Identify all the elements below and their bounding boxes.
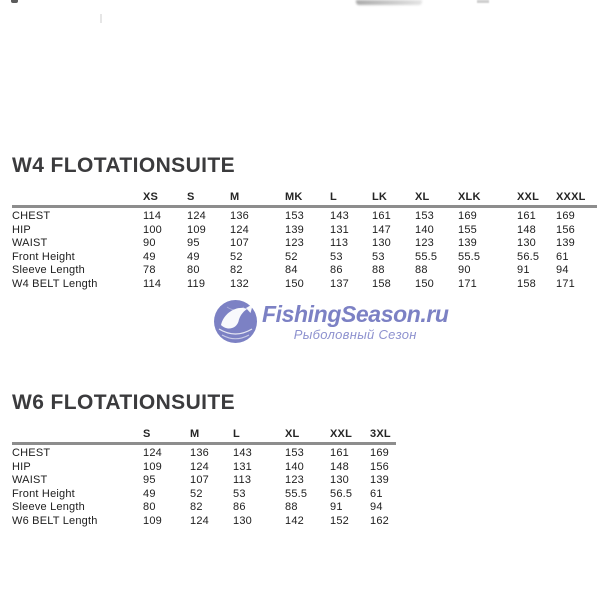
size-value-cell: 80 [143,501,156,514]
size-value-cell: 88 [285,501,298,514]
size-value-cell: 53 [330,250,343,263]
size-value-cell: 124 [230,223,249,236]
size-value-cell: 95 [143,474,156,487]
size-value-cell: 56.5 [330,487,353,500]
header-row [12,190,597,207]
size-value-cell: 152 [330,514,349,527]
size-value-cell: 124 [190,460,209,473]
size-value-cell: 49 [187,250,200,263]
size-value-cell: 162 [370,514,389,527]
size-value-cell: 55.5 [458,250,481,263]
size-value-cell: 78 [143,264,156,277]
size-value-cell: 49 [143,487,156,500]
table-row [12,501,396,515]
size-value-cell: 169 [556,210,575,222]
header-row [12,427,396,444]
size-value-cell: 143 [233,447,252,459]
size-value-cell: 136 [230,210,249,222]
row-label: CHEST [12,210,51,222]
row-label: CHEST [12,447,51,459]
column-header-xxl: XXL [517,190,556,207]
size-value-cell: 156 [556,223,575,236]
size-value-cell: 53 [372,250,385,263]
size-value-cell: 155 [458,223,477,236]
size-value-cell: 130 [517,237,536,250]
table-row [12,488,396,502]
size-value-cell: 153 [415,210,434,222]
fish-globe-icon [213,299,258,344]
size-value-cell: 150 [415,277,434,290]
size-value-cell: 123 [285,474,304,487]
size-value-cell: 52 [190,487,203,500]
table-row [12,515,396,529]
size-value-cell: 119 [187,277,206,290]
size-value-cell: 171 [458,277,477,290]
w6-title: W6 FLOTATIONSUITE [12,391,236,414]
size-value-cell: 171 [556,277,575,290]
row-label: Sleeve Length [12,501,85,514]
size-value-cell: 137 [330,277,349,290]
column-header-m: M [190,427,233,444]
row-label: HIP [12,223,31,236]
column-header-s: S [143,427,190,444]
size-value-cell: 113 [233,474,252,487]
size-value-cell: 90 [143,237,156,250]
w4-title: W4 FLOTATIONSUITE [12,154,236,177]
size-value-cell: 143 [330,210,349,222]
header-spacer [12,427,143,444]
size-value-cell: 156 [370,460,389,473]
w4-size-table [12,190,597,292]
w4-section [12,155,597,292]
size-value-cell: 124 [190,514,209,527]
column-header-s: S [187,190,230,207]
size-value-cell: 49 [143,250,156,263]
size-value-cell: 91 [330,501,343,514]
size-value-cell: 123 [285,237,304,250]
size-value-cell: 109 [143,514,162,527]
size-value-cell: 136 [190,447,209,459]
size-value-cell: 153 [285,447,304,459]
row-label: Sleeve Length [12,264,85,277]
column-header-xlk: XLK [458,190,517,207]
size-value-cell: 150 [285,277,304,290]
size-value-cell: 132 [230,277,249,290]
size-value-cell: 147 [372,223,391,236]
size-value-cell: 55.5 [415,250,438,263]
size-value-cell: 130 [330,474,349,487]
size-value-cell: 140 [285,460,304,473]
size-value-cell: 130 [233,514,252,527]
size-value-cell: 169 [370,447,389,459]
column-header-lk: LK [372,190,415,207]
w6-section [12,392,396,529]
size-value-cell: 109 [143,460,162,473]
header-spacer [12,190,143,207]
column-header-xl: XL [285,427,330,444]
size-value-cell: 52 [285,250,298,263]
column-header-xxl: XXL [330,427,370,444]
size-value-cell: 139 [370,474,389,487]
top-edge-artifact [100,14,102,23]
size-value-cell: 107 [190,474,209,487]
watermark-text [262,299,449,342]
size-value-cell: 113 [330,237,349,250]
size-value-cell: 100 [143,223,162,236]
table-row [12,251,597,265]
size-value-cell: 139 [458,237,477,250]
size-value-cell: 161 [517,210,536,222]
row-label: W4 BELT Length [12,277,98,290]
column-header-l: L [330,190,372,207]
size-value-cell: 95 [187,237,200,250]
size-value-cell: 88 [415,264,428,277]
column-header-l: L [233,427,285,444]
size-value-cell: 56.5 [517,250,540,263]
table-row [12,224,597,238]
size-value-cell: 131 [330,223,349,236]
size-value-cell: 109 [187,223,206,236]
size-value-cell: 82 [230,264,243,277]
table-row [12,461,396,475]
size-value-cell: 86 [330,264,343,277]
column-header-xl: XL [415,190,458,207]
size-value-cell: 124 [187,210,206,222]
size-value-cell: 88 [372,264,385,277]
table-row [12,444,396,461]
table-row [12,474,396,488]
size-value-cell: 52 [230,250,243,263]
watermark [213,299,449,344]
size-value-cell: 158 [372,277,391,290]
table-row [12,207,597,224]
table-row [12,278,597,292]
size-value-cell: 123 [415,237,434,250]
size-value-cell: 161 [372,210,391,222]
size-value-cell: 61 [370,487,383,500]
size-value-cell: 84 [285,264,298,277]
size-value-cell: 139 [556,237,575,250]
watermark-subtitle: Рыболовный Сезон [293,327,417,342]
size-value-cell: 153 [285,210,304,222]
size-value-cell: 55.5 [285,487,308,500]
row-label: WAIST [12,237,48,250]
size-value-cell: 114 [143,210,162,222]
column-header-xs: XS [143,190,187,207]
size-value-cell: 139 [285,223,304,236]
row-label: W6 BELT Length [12,514,98,527]
size-value-cell: 169 [458,210,477,222]
column-header-3xl: 3XL [370,427,396,444]
w6-size-table [12,427,396,529]
table-row [12,237,597,251]
size-value-cell: 94 [370,501,383,514]
size-value-cell: 114 [143,277,162,290]
column-header-mk: MK [285,190,330,207]
size-value-cell: 158 [517,277,536,290]
row-label: Front Height [12,487,75,500]
size-value-cell: 82 [190,501,203,514]
size-value-cell: 94 [556,264,569,277]
size-value-cell: 90 [458,264,471,277]
column-header-xxxl: XXXL [556,190,597,207]
row-label: Front Height [12,250,75,263]
top-edge-artifact [11,0,18,3]
size-value-cell: 124 [143,447,162,459]
size-value-cell: 148 [330,460,349,473]
watermark-title: FishingSeason.ru [262,301,449,327]
size-value-cell: 91 [517,264,530,277]
size-value-cell: 61 [556,250,569,263]
size-value-cell: 130 [372,237,391,250]
size-value-cell: 107 [230,237,249,250]
size-value-cell: 148 [517,223,536,236]
size-value-cell: 80 [187,264,200,277]
top-edge-artifact [356,0,422,5]
table-row [12,264,597,278]
size-value-cell: 53 [233,487,246,500]
row-label: WAIST [12,474,48,487]
column-header-m: M [230,190,285,207]
size-value-cell: 140 [415,223,434,236]
row-label: HIP [12,460,31,473]
size-value-cell: 161 [330,447,349,459]
size-value-cell: 86 [233,501,246,514]
top-edge-artifact [477,0,489,3]
size-value-cell: 142 [285,514,304,527]
size-value-cell: 131 [233,460,252,473]
